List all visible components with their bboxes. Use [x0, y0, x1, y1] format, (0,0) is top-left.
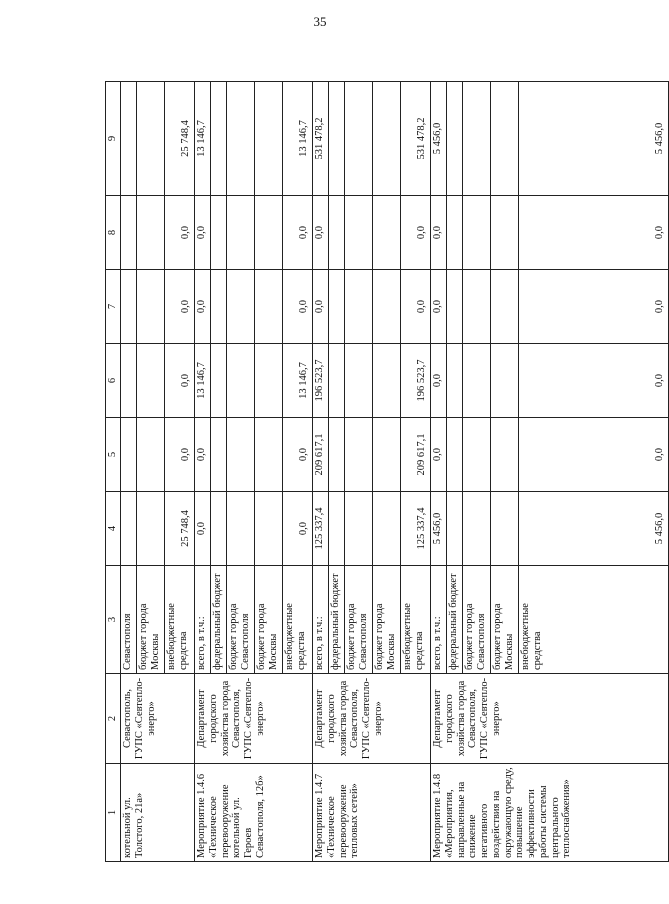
amount-cell [255, 418, 283, 492]
amount-cell [345, 492, 373, 566]
amount-cell: 0,0 [431, 418, 447, 492]
amount-cell: 0,0 [283, 270, 313, 344]
amount-cell: 125 337,4 [401, 492, 431, 566]
funding-source-cell: бюджет города Москвы [373, 566, 401, 674]
amount-cell: 0,0 [313, 270, 329, 344]
funding-table [105, 81, 669, 862]
amount-cell [463, 82, 491, 196]
amount-cell [227, 82, 255, 196]
amount-cell [211, 418, 227, 492]
amount-cell [345, 344, 373, 418]
executor-cell: Департамент городского хозяйства города Севастополя, ГУПС «Севтепло-энерго» [431, 674, 669, 764]
funding-source-cell: всего, в т.ч.: [431, 566, 447, 674]
amount-cell: 0,0 [431, 270, 447, 344]
amount-cell [373, 196, 401, 270]
amount-cell [491, 270, 519, 344]
funding-source-cell: федеральный бюджет [447, 566, 463, 674]
amount-cell [255, 82, 283, 196]
amount-cell: 0,0 [195, 492, 211, 566]
amount-cell [373, 82, 401, 196]
funding-source-cell: Севастополя [121, 566, 137, 674]
amount-cell [255, 344, 283, 418]
amount-cell [345, 418, 373, 492]
amount-cell [329, 82, 345, 196]
amount-cell [329, 418, 345, 492]
amount-cell [211, 344, 227, 418]
amount-cell [463, 418, 491, 492]
amount-cell [463, 270, 491, 344]
amount-cell [121, 344, 137, 418]
amount-cell: 0,0 [195, 196, 211, 270]
amount-cell: 25 748,4 [165, 492, 195, 566]
funding-source-cell: бюджет города Москвы [137, 566, 165, 674]
amount-cell [447, 82, 463, 196]
table-body [106, 82, 669, 862]
amount-cell: 531 478,2 [401, 82, 431, 196]
amount-cell [255, 492, 283, 566]
funding-source-cell: внебюджетные средства [283, 566, 313, 674]
amount-cell: 0,0 [431, 196, 447, 270]
amount-cell: 531 478,2 [313, 82, 329, 196]
funding-source-cell: всего, в т.ч.: [313, 566, 329, 674]
amount-cell [137, 82, 165, 196]
amount-cell [227, 492, 255, 566]
amount-cell: 13 146,7 [283, 344, 313, 418]
amount-cell [373, 418, 401, 492]
amount-cell: 0,0 [313, 196, 329, 270]
header-cell: 3 [106, 566, 121, 674]
amount-cell [227, 418, 255, 492]
amount-cell: 0,0 [165, 418, 195, 492]
amount-cell [491, 492, 519, 566]
amount-cell: 0,0 [165, 344, 195, 418]
header-cell: 6 [106, 344, 121, 418]
amount-cell [211, 492, 227, 566]
funding-source-cell: бюджет города Москвы [255, 566, 283, 674]
amount-cell: 0,0 [519, 270, 669, 344]
amount-cell [121, 418, 137, 492]
amount-cell [137, 492, 165, 566]
amount-cell [447, 418, 463, 492]
measure-name-cell: котельной ул. Толстого, 21а» [121, 764, 195, 862]
amount-cell: 0,0 [195, 270, 211, 344]
funding-source-cell: всего, в т.ч.: [195, 566, 211, 674]
measure-1-row [195, 82, 211, 862]
header-cell: 1 [106, 764, 121, 862]
amount-cell [447, 492, 463, 566]
funding-source-cell: федеральный бюджет [211, 566, 227, 674]
funding-source-cell: федеральный бюджет [329, 566, 345, 674]
amount-cell [329, 492, 345, 566]
amount-cell [463, 492, 491, 566]
amount-cell [447, 270, 463, 344]
amount-cell [447, 196, 463, 270]
amount-cell: 0,0 [519, 196, 669, 270]
funding-source-cell: бюджет города Севастополя [345, 566, 373, 674]
funding-source-cell: внебюджетные средства [165, 566, 195, 674]
amount-cell [121, 196, 137, 270]
amount-cell [373, 492, 401, 566]
amount-cell [345, 270, 373, 344]
amount-cell [255, 270, 283, 344]
amount-cell [121, 492, 137, 566]
amount-cell: 0,0 [283, 196, 313, 270]
amount-cell: 5 456,0 [519, 492, 669, 566]
amount-cell [211, 270, 227, 344]
amount-cell: 0,0 [401, 270, 431, 344]
amount-cell: 0,0 [283, 418, 313, 492]
amount-cell [137, 270, 165, 344]
amount-cell: 125 337,4 [313, 492, 329, 566]
measure-3-row [431, 82, 447, 862]
funding-source-cell: бюджет города Москвы [491, 566, 519, 674]
continuation-row [121, 82, 137, 862]
amount-cell [227, 270, 255, 344]
amount-cell [345, 196, 373, 270]
amount-cell [373, 270, 401, 344]
amount-cell: 0,0 [401, 196, 431, 270]
amount-cell [491, 82, 519, 196]
amount-cell [329, 344, 345, 418]
amount-cell: 0,0 [165, 196, 195, 270]
amount-cell [491, 196, 519, 270]
funding-source-cell: бюджет города Севастополя [463, 566, 491, 674]
amount-cell: 0,0 [195, 418, 211, 492]
amount-cell [211, 82, 227, 196]
rotated-table-container [105, 82, 666, 862]
amount-cell: 209 617,1 [401, 418, 431, 492]
funding-source-cell: внебюджетные средства [401, 566, 431, 674]
header-cell: 7 [106, 270, 121, 344]
amount-cell: 0,0 [519, 418, 669, 492]
amount-cell: 209 617,1 [313, 418, 329, 492]
amount-cell [491, 344, 519, 418]
amount-cell [227, 196, 255, 270]
measure-name-cell: Мероприятие 1.4.8 «Мероприятия, направленные на снижение негативного воздействия на окружающую среду, повышение эффективности работы системы центрального теплоснабжения» [431, 764, 669, 862]
header-row [106, 82, 121, 862]
header-cell: 5 [106, 418, 121, 492]
amount-cell [345, 82, 373, 196]
amount-cell: 5 456,0 [519, 82, 669, 196]
amount-cell [329, 270, 345, 344]
amount-cell [463, 344, 491, 418]
header-cell: 4 [106, 492, 121, 566]
amount-cell: 196 523,7 [313, 344, 329, 418]
amount-cell: 0,0 [519, 344, 669, 418]
amount-cell [329, 196, 345, 270]
amount-cell [211, 196, 227, 270]
funding-source-cell: бюджет города Севастополя [227, 566, 255, 674]
amount-cell [137, 418, 165, 492]
amount-cell: 5 456,0 [431, 82, 447, 196]
amount-cell [447, 344, 463, 418]
amount-cell [137, 196, 165, 270]
header-cell: 9 [106, 82, 121, 196]
amount-cell [227, 344, 255, 418]
measure-2-row [313, 82, 329, 862]
page-number: 35 [313, 14, 327, 29]
header-cell: 8 [106, 196, 121, 270]
amount-cell [463, 196, 491, 270]
amount-cell: 5 456,0 [431, 492, 447, 566]
measure-name-cell: Мероприятие 1.4.6 «Техническое перевооружение котельной ул. Героев Севастополя, 12б» [195, 764, 313, 862]
amount-cell: 13 146,7 [195, 82, 211, 196]
amount-cell: 0,0 [283, 492, 313, 566]
amount-cell [121, 270, 137, 344]
amount-cell: 13 146,7 [195, 344, 211, 418]
executor-cell: Департамент городского хозяйства города Севастополя, ГУПС «Севтепло-энерго» [195, 674, 313, 764]
executor-cell: Севастополь, ГУПС «Севтепло-энерго» [121, 674, 195, 764]
measure-name-cell: Мероприятие 1.4.7 «Техническое перевооружение тепловых сетей» [313, 764, 431, 862]
amount-cell [491, 418, 519, 492]
amount-cell [137, 344, 165, 418]
amount-cell: 196 523,7 [401, 344, 431, 418]
amount-cell: 25 748,4 [165, 82, 195, 196]
amount-cell: 0,0 [431, 344, 447, 418]
amount-cell [373, 344, 401, 418]
amount-cell [121, 82, 137, 196]
amount-cell [255, 196, 283, 270]
amount-cell: 0,0 [165, 270, 195, 344]
header-cell: 2 [106, 674, 121, 764]
funding-source-cell: внебюджетные средства [519, 566, 669, 674]
executor-cell: Департамент городского хозяйства города Севастополя, ГУПС «Севтепло-энерго» [313, 674, 431, 764]
amount-cell: 13 146,7 [283, 82, 313, 196]
